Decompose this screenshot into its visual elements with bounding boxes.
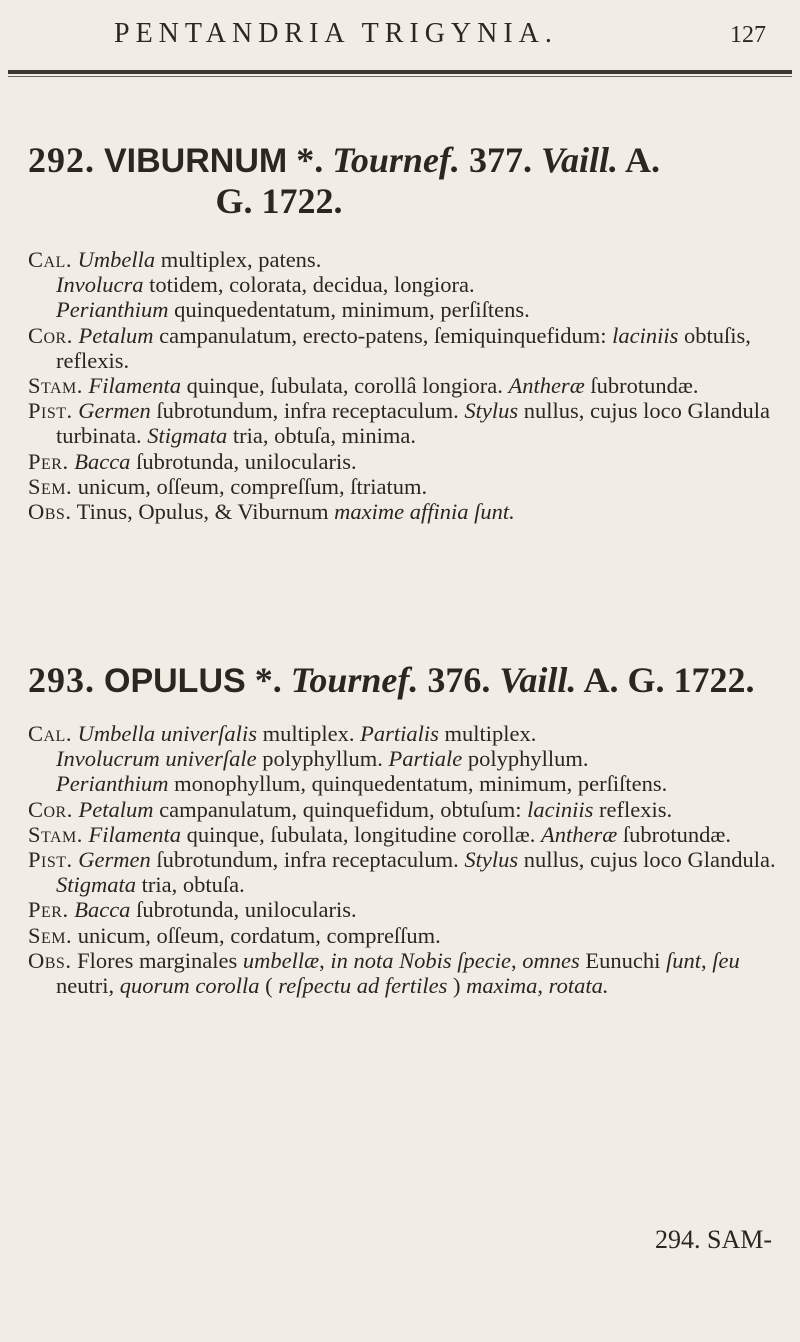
text-run: reflexis. xyxy=(593,796,673,822)
entry-number: 293. xyxy=(28,660,95,700)
italic-term: reſpectu ad fertiles xyxy=(278,973,448,999)
italic-term: ſunt xyxy=(665,947,701,973)
part-label: Obs. xyxy=(28,947,72,973)
text-run: tria, obtuſa. xyxy=(136,872,245,898)
italic-term: Involucra xyxy=(56,272,144,298)
text-run: nullus, cujus loco Glandula. xyxy=(518,847,776,873)
italic-term: Partialis xyxy=(360,721,439,746)
description-line xyxy=(28,297,780,322)
italic-term: Antheræ xyxy=(540,821,618,847)
star-mark: *. xyxy=(296,140,324,180)
entry-body xyxy=(28,721,780,998)
italic-term: laciniis xyxy=(612,322,679,348)
text-run: campanulatum, quinquefidum, obtuſum: xyxy=(153,796,528,822)
text-run: quinque, ſubulata, corollâ longiora. xyxy=(181,373,509,399)
part-label: Pist. xyxy=(28,398,73,424)
reference-tail: A. G. 1722. xyxy=(583,660,755,700)
text-run: quinque, ſubulata, longitudine corollæ. xyxy=(181,821,541,847)
italic-term: quorum corolla xyxy=(119,973,260,999)
text-run: campanulatum, erecto-patens, ſemiquinquefidum: xyxy=(153,322,613,348)
part-label: Stam. xyxy=(28,821,83,847)
description-line xyxy=(28,948,780,998)
description-line xyxy=(28,822,780,847)
description-line xyxy=(28,897,780,922)
reference-number: 377. xyxy=(468,140,532,180)
text-run: unicum, oſſeum, compreſſum, ſtriatum. xyxy=(72,473,428,499)
reference-author: Tournef. xyxy=(290,660,419,700)
text-run: , xyxy=(537,973,549,999)
star-mark: *. xyxy=(254,660,282,700)
description-line xyxy=(28,474,780,499)
text-run: Flores marginales xyxy=(71,947,243,973)
part-label: Cor. xyxy=(28,322,73,348)
description-line xyxy=(28,797,780,822)
description-line xyxy=(28,847,780,897)
italic-term: Bacca xyxy=(74,897,131,923)
text-run: , xyxy=(511,947,523,973)
text-run: ( xyxy=(259,973,279,999)
text-run: ſubrotundum, infra receptaculum. xyxy=(150,398,465,424)
text-run: multiplex. xyxy=(256,721,361,746)
italic-term: Umbella xyxy=(77,247,156,272)
entry-293 xyxy=(28,660,780,998)
text-run: tria, obtuſa, minima. xyxy=(227,423,416,449)
part-label: Cor. xyxy=(28,796,73,822)
part-label: Obs. xyxy=(28,499,72,525)
italic-term: Stigmata xyxy=(56,872,137,898)
reference-author: Vaill. xyxy=(499,660,577,700)
part-label: Cal. xyxy=(28,247,72,272)
part-label: Sem. xyxy=(28,922,73,948)
entry-number: 292. xyxy=(28,140,95,180)
description-line xyxy=(28,398,780,448)
entry-heading xyxy=(28,660,780,701)
description-line xyxy=(28,247,780,272)
italic-term: Perianthium xyxy=(56,771,169,797)
text-run: ſubrotundum, infra receptaculum. xyxy=(150,847,465,873)
text-run: Tinus, Opulus, & Viburnum xyxy=(71,499,335,525)
part-label: Per. xyxy=(28,448,69,474)
italic-term: Petalum xyxy=(78,796,154,822)
italic-term: Perianthium xyxy=(56,297,169,323)
text-run: unicum, oſſeum, cordatum, compreſſum. xyxy=(72,922,441,948)
description-line xyxy=(28,771,780,796)
description-line xyxy=(28,272,780,297)
catchword: 294. SAM- xyxy=(654,1225,772,1254)
description-line xyxy=(28,373,780,398)
text-run: , xyxy=(701,947,713,973)
genus-name: VIBURNUM xyxy=(104,142,288,180)
italic-term: Bacca xyxy=(74,448,131,474)
text-run: quinquedentatum, minimum, perſiſtens. xyxy=(168,297,530,323)
italic-term: Involucrum univerſale xyxy=(56,746,257,772)
text-run: ſubrotunda, unilocularis. xyxy=(130,448,357,474)
text-run: ſubrotunda, unilocularis. xyxy=(130,897,357,923)
italic-term: Filamenta xyxy=(88,821,182,847)
italic-term: maxime affinia ſunt. xyxy=(334,499,515,525)
italic-term: omnes xyxy=(522,947,580,973)
genus-name: OPULUS xyxy=(104,662,246,700)
reference-number: 376. xyxy=(427,660,491,700)
italic-term: umbellæ xyxy=(242,947,320,973)
reference-author: Tournef. xyxy=(332,140,460,180)
entry-body xyxy=(28,247,780,524)
italic-term: rotata. xyxy=(548,973,609,999)
page-number: 127 xyxy=(730,22,766,48)
text-run: multiplex, patens. xyxy=(155,247,322,272)
text-run: polyphyllum. xyxy=(256,746,389,772)
description-line xyxy=(28,923,780,948)
italic-term: Stigmata xyxy=(147,423,228,449)
running-head xyxy=(114,18,780,58)
text-run: totidem, colorata, decidua, longiora. xyxy=(143,272,475,298)
header-rule-thin xyxy=(8,76,792,77)
italic-term: Filamenta xyxy=(88,373,182,399)
text-run: nullus, cujus loco Glandula turbinata. xyxy=(56,398,770,449)
italic-term: Germen xyxy=(78,847,151,873)
italic-term: ſeu xyxy=(712,947,740,973)
italic-term: Germen xyxy=(78,398,151,424)
italic-term: Umbella univerſalis xyxy=(77,721,257,746)
part-label: Per. xyxy=(28,897,69,923)
text-run: neutri, xyxy=(56,973,120,999)
entry-heading xyxy=(28,140,780,221)
text-run: obtuſis, reflexis. xyxy=(56,322,751,373)
italic-term: Petalum xyxy=(78,322,154,348)
reference-tail: A. xyxy=(624,140,660,180)
italic-term: maxima xyxy=(466,973,538,999)
part-label: Cal. xyxy=(28,721,72,746)
text-run: Eunuchi xyxy=(579,947,666,973)
part-label: Stam. xyxy=(28,373,83,399)
description-line xyxy=(28,721,780,746)
italic-term: Stylus xyxy=(464,847,519,873)
italic-term: Antheræ xyxy=(508,373,585,399)
description-line xyxy=(28,323,780,373)
italic-term: Stylus xyxy=(464,398,519,424)
italic-term: in nota Nobis ſpecie xyxy=(330,947,511,973)
description-line xyxy=(28,499,780,524)
reference-tail: G. 1722. xyxy=(215,181,343,221)
text-run: , xyxy=(319,947,331,973)
reference-author: Vaill. xyxy=(540,140,618,180)
italic-term: laciniis xyxy=(527,796,594,822)
text-run: polyphyllum. xyxy=(462,746,589,772)
text-run: ) xyxy=(447,973,467,999)
text-run: ſubrotundæ. xyxy=(617,821,731,847)
part-label: Sem. xyxy=(28,473,73,499)
text-run: multiplex. xyxy=(438,721,537,746)
entry-292 xyxy=(28,140,780,524)
text-run: monophyllum, quinquedentatum, minimum, perſiſtens. xyxy=(168,771,668,797)
part-label: Pist. xyxy=(28,847,73,873)
description-line xyxy=(28,746,780,771)
description-line xyxy=(28,449,780,474)
italic-term: Partiale xyxy=(388,746,463,772)
running-head-title: PENTANDRIA TRIGYNIA. xyxy=(114,18,558,49)
header-rule xyxy=(8,70,792,74)
text-run: ſubrotundæ. xyxy=(584,373,699,399)
